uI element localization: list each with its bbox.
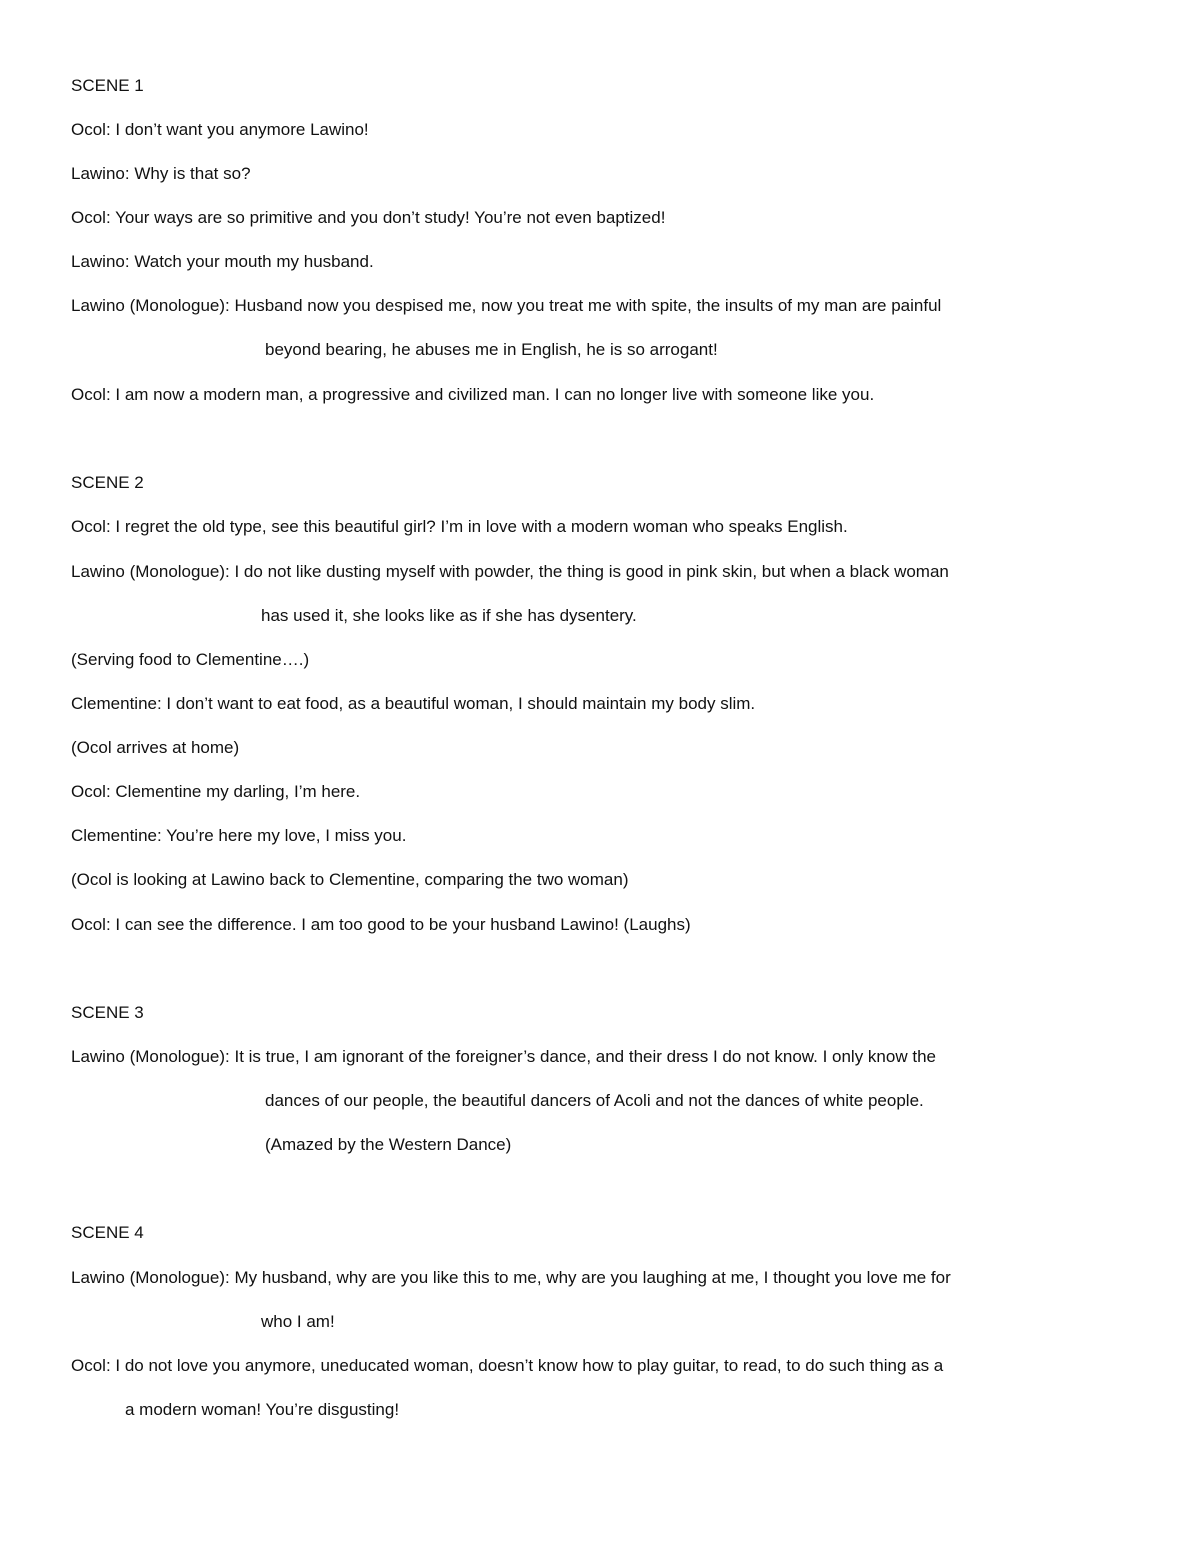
- dialogue-line: Lawino (Monologue): Husband now you despised me, now you treat me with spite, the insults of my man are painful: [71, 296, 942, 315]
- dialogue-line: Ocol: I can see the difference. I am too good to be your husband Lawino! (Laughs): [71, 915, 691, 934]
- scene-heading: SCENE 3: [71, 1003, 144, 1022]
- dialogue-line: Lawino (Monologue): My husband, why are you like this to me, why are you laughing at me, I thought you love me for: [71, 1268, 951, 1287]
- dialogue-line: Ocol: I do not love you anymore, uneducated woman, doesn’t know how to play guitar, to read, to do such thing as a: [71, 1356, 944, 1375]
- scene-heading: SCENE 1: [71, 76, 144, 95]
- dialogue-line: Lawino (Monologue): It is true, I am ignorant of the foreigner’s dance, and their dress I do not know. I only know the: [71, 1047, 936, 1066]
- dialogue-line: Ocol: Your ways are so primitive and you don’t study! You’re not even baptized!: [71, 208, 666, 227]
- dialogue-continuation: dances of our people, the beautiful dancers of Acoli and not the dances of white people.: [265, 1091, 924, 1110]
- dialogue-line: Lawino: Why is that so?: [71, 164, 251, 183]
- dialogue-line: Lawino: Watch your mouth my husband.: [71, 252, 374, 271]
- stage-direction: (Ocol arrives at home): [71, 738, 240, 757]
- dialogue-line: Ocol: I am now a modern man, a progressive and civilized man. I can no longer live with someone like you.: [71, 385, 875, 404]
- dialogue-line: Lawino (Monologue): I do not like dusting myself with powder, the thing is good in pink skin, but when a black woman: [71, 562, 949, 581]
- dialogue-line: Clementine: You’re here my love, I miss you.: [71, 826, 407, 845]
- dialogue-line: Clementine: I don’t want to eat food, as a beautiful woman, I should maintain my body slim.: [71, 694, 756, 713]
- scene-heading: SCENE 2: [71, 473, 144, 492]
- scene-heading: SCENE 4: [71, 1223, 144, 1242]
- dialogue-continuation: beyond bearing, he abuses me in English, he is so arrogant!: [265, 340, 718, 359]
- dialogue-continuation: has used it, she looks like as if she has dysentery.: [261, 606, 637, 625]
- stage-direction: (Amazed by the Western Dance): [265, 1135, 512, 1154]
- dialogue-line: Ocol: Clementine my darling, I’m here.: [71, 782, 361, 801]
- dialogue-continuation: a modern woman! You’re disgusting!: [125, 1400, 400, 1419]
- stage-direction: (Ocol is looking at Lawino back to Clementine, comparing the two woman): [71, 870, 629, 889]
- dialogue-continuation: who I am!: [261, 1312, 335, 1331]
- dialogue-line: Ocol: I don’t want you anymore Lawino!: [71, 120, 369, 139]
- stage-direction: (Serving food to Clementine….): [71, 650, 310, 669]
- dialogue-line: Ocol: I regret the old type, see this beautiful girl? I’m in love with a modern woman who speaks English.: [71, 517, 848, 536]
